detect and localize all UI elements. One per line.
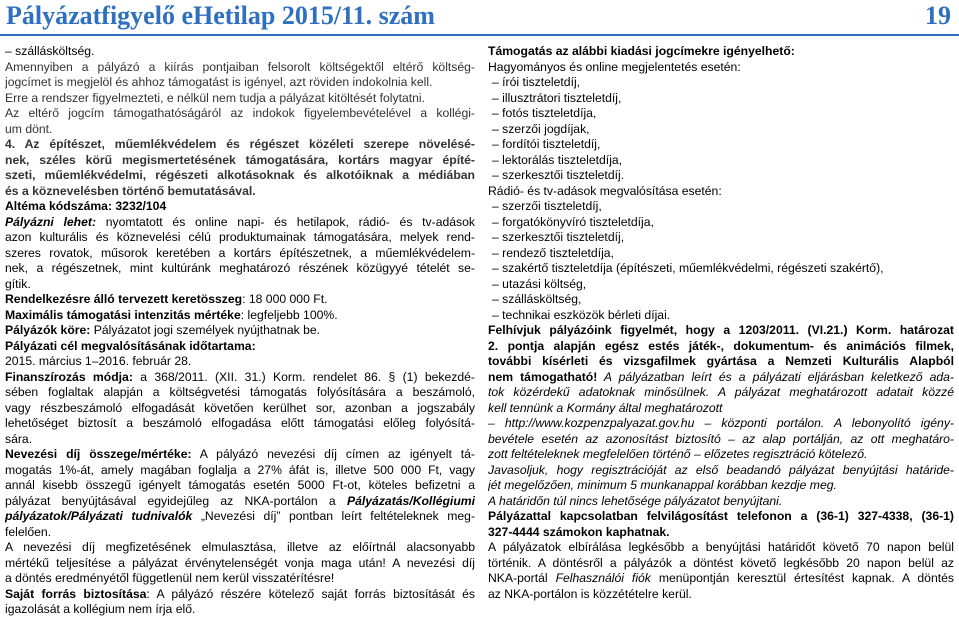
- text-line: um dönt.: [5, 121, 53, 136]
- text-line: jogcímet is megjelöl és ahhoz támogatást is igényel, azt röviden indokolnia kell.: [5, 75, 433, 89]
- text-run: Felhasználói fiók: [555, 571, 651, 585]
- text-line: mértékű teljesítése a pályázat érvénytelenségét vonja maga után! A nevezési díj: [5, 555, 475, 570]
- text-run: Pályázatot jogi személyek nyújthatnak be.: [90, 323, 321, 337]
- text-line: – http://www.kozpenzpalyazat.gov.hu – központi portálon. A lebonyolító igény-: [488, 416, 954, 430]
- text-line: Javasoljuk, hogy regisztrációját az első beadandó pályázat benyújtási határide-: [488, 462, 954, 477]
- text-run: Pályázók köre:: [5, 323, 91, 337]
- text-line: [5, 292, 475, 308]
- text-run: nyomtatott és online napi- és hetilapok, rádió- és tv-adások: [96, 214, 475, 229]
- text-line: – szerzői tiszteletdíj,: [492, 199, 602, 213]
- text-line: azon kulturális és köznevelési célú produktumainak támogatására, melyek rend-: [5, 230, 475, 244]
- text-line: az NKA-portálon is közzétételre kerül.: [488, 586, 692, 601]
- text-line: Támogatás az alábbi kiadási jogcímekre igényelhető:: [488, 44, 795, 58]
- right-column: [488, 44, 954, 602]
- text-line: – utazási költség,: [492, 276, 587, 291]
- text-line: – fotós tiszteletdíja,: [492, 106, 597, 120]
- text-run: Rendelkezésre álló tervezett keretösszeg: [5, 292, 243, 306]
- text-run: A pályázó nevezési díj címen az igényelt tá-: [191, 447, 475, 461]
- page-number: 19: [925, 1, 951, 30]
- text-run: Nevezési díj összege/mértéke:: [5, 447, 192, 461]
- text-run: : A pályázó részére kötelező saját forrás biztosítását és: [146, 586, 475, 601]
- text-line: a döntés eredményétől függetlenül nem kerül visszatérítésre!: [5, 571, 335, 585]
- text-line: [5, 447, 475, 463]
- text-line: [5, 339, 475, 355]
- text-run: Finanszírozás módja:: [5, 369, 133, 384]
- text-line: további kísérleti és vizsgafilmek gyártása a Nemzeti Kulturális Alapból: [488, 354, 954, 368]
- left-column: [5, 44, 475, 618]
- text-line: – írói tiszteletdíj,: [492, 75, 581, 89]
- text-line: gítik.: [5, 276, 31, 291]
- text-line: és a köznevelésben történő bemutatásával.: [5, 183, 256, 198]
- header-rule: [0, 34, 959, 36]
- text-line: Felhívjuk pályázóink figyelmét, hogy a 1203/2011. (VI.21.) Korm. határozat: [488, 323, 954, 337]
- text-line: vagy részbeszámoló elfogadását követően kerülhet sor, azonban a jogszabály: [5, 400, 475, 415]
- text-line: – illusztrátori tiszteletdíj,: [492, 90, 622, 105]
- text-run: „Nevezési díj” pontban leírt feltételeknek meg-: [192, 509, 475, 523]
- text-run: Altéma kódszáma: 3232/104: [5, 199, 167, 213]
- text-run: pályázatok/Pályázati tudnivalók: [5, 509, 193, 523]
- text-line: [5, 199, 475, 215]
- text-line: – lektorálás tiszteletdíja,: [492, 152, 623, 167]
- text-line: szeres rovatok, műsorok keretében a kortárs építészetnek, a műemlékvédelem-: [5, 245, 475, 260]
- text-line: bevétele esetén az azonosítást biztosító – az alap portálján, az ott meghatáro-: [488, 431, 954, 446]
- text-line: Az eltérő jogcím támogathatóságáról az indokok figyelembevételével a kollégi-: [5, 106, 475, 120]
- text-line: – forgatókönyvíró tiszteletdíja,: [492, 214, 654, 229]
- text-run: Pályázni lehet:: [5, 214, 97, 229]
- text-line: annál kisebb összegű igényelt támogatás esetén 5000 Ft-ot, köteles befizetni a: [5, 478, 475, 492]
- text-line: lehetőséget biztosít a beszámoló elfogadása előtt támogatási előleg folyósítá-: [5, 416, 475, 430]
- text-line: – szállásköltség,: [492, 292, 582, 306]
- text-line: szeti, műemlékvédelmi, régészeti alkotásoknak és alkotóiknak a médiában: [5, 168, 475, 182]
- text-line: Hagyományos és online megjelentetés esetén:: [488, 59, 741, 74]
- text-line: – szerkesztői tiszteletdíj.: [492, 168, 625, 182]
- text-run: Saját forrás biztosítása: [5, 586, 147, 601]
- text-run: a 368/2011. (XII. 31.) Korm. rendelet 86. § (1) bekezdé-: [132, 369, 475, 384]
- text-line: [5, 323, 475, 339]
- text-run: : legfeljebb 100%.: [240, 307, 338, 322]
- text-line: igazolását a kollégium nem írja elő.: [5, 602, 196, 616]
- text-line: 2015. március 1–2016. február 28.: [5, 354, 192, 368]
- text-line: nek, széles körű megismertetésének támogatására, kortárs magyar építé-: [5, 152, 475, 167]
- page-header: [0, 0, 959, 38]
- text-line: – szerkesztői tiszteletdíj,: [492, 230, 625, 244]
- text-line: felelően.: [5, 524, 52, 539]
- text-run: A pályázatban leírt és a pályázati eljárásban keletkező ada-: [597, 369, 954, 384]
- text-line: [488, 571, 954, 587]
- text-line: – rendező tiszteletdíja,: [492, 245, 614, 260]
- text-run: Pályázati cél megvalósításának időtartama:: [5, 338, 256, 353]
- text-line: [5, 308, 475, 324]
- text-line: kell tennünk a Kormány által meghatározott: [488, 400, 723, 415]
- text-line: jét megelőzően, minimum 5 munkanappal korábban kezdje meg.: [488, 478, 837, 492]
- text-line: Pályázattal kapcsolatban felvilágosítást telefonon a (36-1) 327-4338, (36-1): [488, 509, 954, 523]
- text-line: [5, 215, 475, 231]
- text-line: [5, 509, 475, 525]
- text-line: A határidőn túl nincs lehetősége pályázatot benyújtani.: [488, 493, 783, 508]
- text-line: – technikai eszközök bérleti díjai.: [492, 307, 671, 322]
- text-line: történik. A döntésről a pályázók a döntést követő legkésőbb 20 napon belül az: [488, 555, 954, 570]
- text-line: 4. Az építészet, műemlékvédelem és régészet közéleti szerepe növelésé-: [5, 137, 475, 151]
- text-line: – szállásköltség.: [5, 44, 95, 58]
- text-line: nek, a régészetnek, mint kultúránk meghatározó részének közügyyé tételét se-: [5, 261, 475, 275]
- text-line: – fordítói tiszteletdíj,: [492, 137, 601, 151]
- text-line: [488, 370, 954, 386]
- text-line: A pályázatok elbírálása legkésőbb a benyújtási határidőt követő 70 napon belül: [488, 540, 954, 554]
- text-line: Amennyiben a pályázó a kiírás pontjaiban felsorolt költségektől eltérő költség-: [5, 59, 475, 74]
- text-line: 2. pontja alapján egész estés játék-, dokumentum- és animációs filmek,: [488, 338, 954, 353]
- text-line: Erre a rendszer figyelmezteti, e nélkül nem tudja a pályázat kitöltését folytatni.: [5, 90, 425, 105]
- text-run: NKA-portál: [488, 571, 556, 585]
- text-run: Maximális támogatási intenzitás mértéke: [5, 307, 241, 322]
- text-line: [5, 370, 475, 386]
- text-run: nem támogatható!: [488, 369, 598, 384]
- text-line: [5, 587, 475, 603]
- text-line: tok közérdekű adatoknak minősülnek. A pályázat meghatározott adatait közzé: [488, 385, 954, 399]
- text-line: sára.: [5, 431, 33, 446]
- text-line: [5, 494, 475, 510]
- text-line: 327-4444 számokon kaphatnak.: [488, 524, 670, 539]
- text-run: Pályázatás/Kollégiumi: [346, 493, 475, 508]
- text-line: – szakértő tiszteletdíja (építészeti, műemlékvédelmi, régészeti szakértő),: [492, 261, 884, 275]
- publication-title: Pályázatfigyelő eHetilap 2015/11. szám: [6, 1, 435, 30]
- text-line: Rádió- és tv-adások megvalósítása esetén:: [488, 183, 722, 198]
- text-line: sében foglaltak alapján a költségvetési támogatás folyósítására a beszámoló,: [5, 385, 475, 399]
- text-line: A nevezési díj megfizetésének elmulasztása, illetve az előírtnál alacsonyabb: [5, 540, 475, 554]
- text-line: zott feltételeknek megfelelően történő – előzetes regisztráció kötelező.: [488, 447, 868, 461]
- text-run: : 18 000 000 Ft.: [242, 292, 328, 306]
- text-run: menüpontján keresztül értesítést kapnak. A döntés: [650, 571, 954, 585]
- text-line: mogatás 1%-át, amely magában foglalja a 27% áfát is, illetve 500 000 Ft, vagy: [5, 462, 475, 477]
- text-line: – szerzői jogdíjak,: [492, 121, 590, 136]
- text-run: pályázat benyújtásával egyidejűleg az NKA-portálon a: [5, 493, 347, 508]
